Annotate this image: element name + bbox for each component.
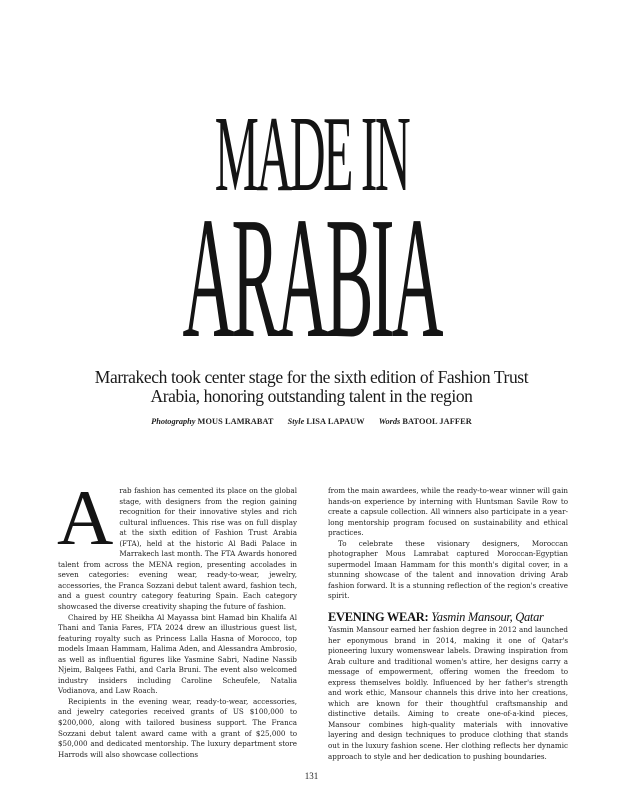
credit-name: BATOOL JAFFER (402, 417, 472, 426)
section-heading (328, 610, 568, 624)
paragraph: Recipients in the evening wear, ready-to-wear, accessories, and jewelry categories received grants of US $100,000 to $200,000, along with tailored business support. The Franca Sozzani debut talent award came with a grant of $25,000 to $50,000 and dedicated mentorship. The luxury department store Harrods will also showcase collections (58, 696, 297, 759)
credit-role: Photography (151, 417, 196, 426)
section-heading-label: EVENING WEAR: (328, 610, 429, 625)
page-number: 131 (304, 771, 319, 781)
article-column-left (57, 474, 297, 760)
subheadline: Marrakech took center stage for the sixth edition of Fashion Trust Arabia, honoring outstanding talent in the region (94, 367, 529, 406)
section-heading-name: Yasmin Mansour, Qatar (431, 610, 544, 625)
headline-line-1: MADE IN (214, 95, 409, 215)
drop-cap: A (57, 474, 114, 561)
credit-words (379, 417, 472, 426)
credit-role: Words (378, 417, 401, 426)
paragraph: from the main awardees, while the ready-to-wear winner will gain hands-on experience by interning with Huntsman Savile Row to create a capsule collection. All winners also participate in a year-long mentorship program focused on sustainability and ethical practices. (328, 486, 568, 538)
paragraph: To celebrate these visionary designers, Moroccan photographer Mous Lamrabat captured Moroccan-Egyptian supermodel Imaan Hammam for this month's digital cover, in a stunning showcase of the talent and innovation driving Arab fashion forward. It is a stunning reflection of the region's creative spirit. (328, 538, 568, 601)
paragraph: Chaired by HE Sheikha Al Mayassa bint Hamad bin Khalifa Al Thani and Tania Fares, FTA 2024 drew an illustrious guest list, featuring royalty such as Princess Lalla Hasna of Morocco, top models Imaan Hammam, Halima Aden, and Alessandra Ambrosio, as well as influential figures like Yasmine Sabri, Nadine Nassib Njeim, Balqees Fathi, and Carla Bruni. The event also welcomed industry insiders including Caroline Scheufele, Natalia Vodianova, and Law Roach. (58, 612, 297, 696)
credit-style (288, 417, 365, 426)
paragraph (57, 474, 297, 613)
headline-line-2: ARABIA (182, 180, 441, 374)
credit-role: Style (287, 417, 305, 426)
credit-photography (151, 417, 273, 426)
credits (0, 417, 623, 426)
credit-name: LISA LAPAUW (306, 417, 365, 426)
credit-name: MOUS LAMRABAT (197, 417, 274, 426)
paragraph: Yasmin Mansour earned her fashion degree in 2012 and launched her eponymous brand in 2014, making it one of Qatar's pioneering luxury womenswear labels. Drawing inspiration from Arab culture and traditional women's attire, her designs carry a message of empowerment, offering women the freedom to express themselves boldly. Influenced by her father's strength and work ethic, Mansour channels this drive into her creations, which are known for their thoughtful craftsmanship and distinctive details. Aiming to create one-of-a-kind pieces, Mansour combines high-quality materials with innovative layering and design techniques to produce clothing that stands out in the luxury fashion scene. Her clothing reflects her dynamic approach to style and her dedication to pushing boundaries. (328, 625, 568, 761)
paragraph-text: rab fashion has cemented its place on the global stage, with designers from the region gaining recognition for their innovative styles and rich cultural influences. This rise was on full display at the sixth edition of Fashion Trust Arabia (FTA), held at the historic Al Badi Palace in Marrakech last month. The FTA Awards honored talent from across the MENA region, presenting accolades in seven categories: evening wear, ready-to-wear, jewelry, accessories, the Franca Sozzani debut talent award, fashion tech, and a guest country category featuring Spain. Each category showcased the diverse creativity shaping the future of fashion. (58, 486, 297, 612)
article-column-right (328, 486, 568, 762)
